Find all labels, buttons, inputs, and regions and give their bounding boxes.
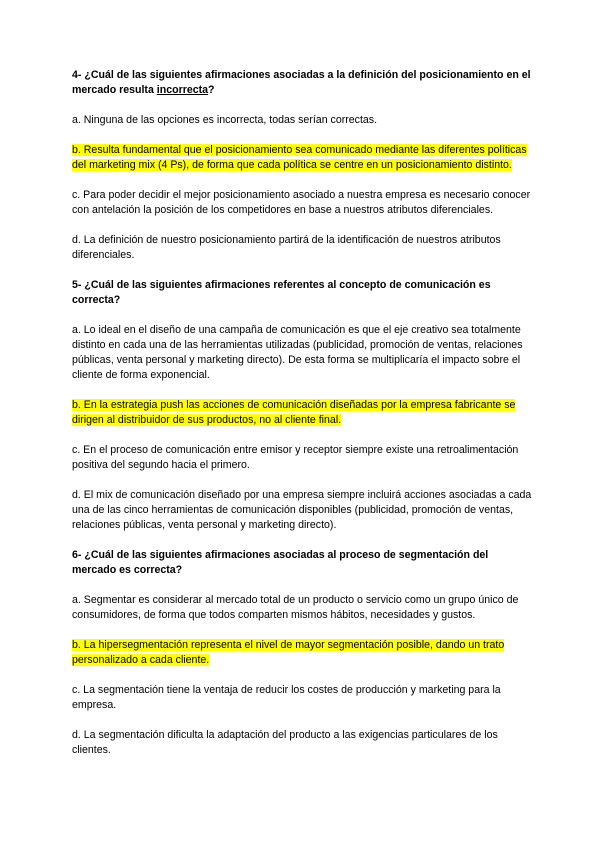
question-5-option-d-text: d. El mix de comunicación diseñado por una empresa siempre incluirá acciones asociadas a cada una de las cinco herramientas de comunicación disponibles (publicidad, promoción de ventas, relaciones públicas, venta personal y marketing directo). [72,489,532,531]
question-4-option-b-highlighted-text: b. Resulta fundamental que el posicionamiento sea comunicado mediante las diferentes políticas del marketing mix (4 Ps), de forma que cada política se centre en un posicionamiento distinto. [72,144,527,171]
question-6-option-c-text: c. La segmentación tiene la ventaja de reducir los costes de producción y marketing para la empresa. [72,684,501,711]
question-5 [72,278,532,533]
document-page [72,68,532,773]
question-6 [72,548,532,758]
question-4-option-d-text: d. La definición de nuestro posicionamiento partirá de la identificación de nuestros atributos diferenciales. [72,234,501,261]
question-6-option-a [72,593,532,623]
question-4-option-d [72,233,532,263]
question-4-option-a-text: a. Ninguna de las opciones es incorrecta, todas serían correctas. [72,114,378,126]
question-6-option-d-text: d. La segmentación dificulta la adaptación del producto a las exigencias particulares de los clientes. [72,729,498,756]
question-4-title-underlined: incorrecta [156,84,209,96]
question-4-title-text: 4- ¿Cuál de las siguientes afirmaciones asociadas a la definición del posicionamiento en el mercado resulta [72,69,531,96]
question-5-option-a-text: a. Lo ideal en el diseño de una campaña de comunicación es que el eje creativo sea totalmente distinto en cada una de las herramientas utilizadas (publicidad, promoción de ventas, relaciones públicas, venta personal y marketing directo). De esta forma se multiplicaría el impacto sobre el cliente de forma exponencial. [72,324,523,381]
question-4-option-c [72,188,532,218]
question-6-option-d [72,728,532,758]
question-5-title: 5- ¿Cuál de las siguientes afirmaciones referentes al concepto de comunicación es correcta? [72,279,491,306]
question-4-title-end: ? [208,84,215,96]
question-4-title [72,68,532,98]
question-5-option-c-text: c. En el proceso de comunicación entre emisor y receptor siempre existe una retroalimentación positiva del segundo hacia el primero. [72,444,519,471]
question-5-option-b-highlighted-text: b. En la estrategia push las acciones de comunicación diseñadas por la empresa fabricante se dirigen al distribuidor de sus productos, no al cliente final. [72,399,516,426]
question-4-option-c-text: c. Para poder decidir el mejor posicionamiento asociado a nuestra empresa es necesario conocer con antelación la posición de los competidores en base a nuestros atributos diferenciales. [72,189,531,216]
question-5-option-d [72,488,532,533]
question-5-option-b [72,398,532,428]
question-6-option-c [72,683,532,713]
question-6-option-b [72,638,532,668]
question-5-option-c [72,443,532,473]
question-6-option-a-text: a. Segmentar es considerar al mercado total de un producto o servicio como un grupo único de consumidores, de forma que todos comparten mismos hábitos, necesidades y gustos. [72,594,519,621]
question-4 [72,68,532,263]
question-6-title: 6- ¿Cuál de las siguientes afirmaciones asociadas al proceso de segmentación del mercado es correcta? [72,549,489,576]
question-5-option-a [72,323,532,383]
question-4-option-b [72,143,532,173]
question-4-option-a [72,113,532,128]
question-6-option-b-highlighted-text: b. La hipersegmentación representa el nivel de mayor segmentación posible, dando un trato personalizado a cada cliente. [72,639,505,666]
